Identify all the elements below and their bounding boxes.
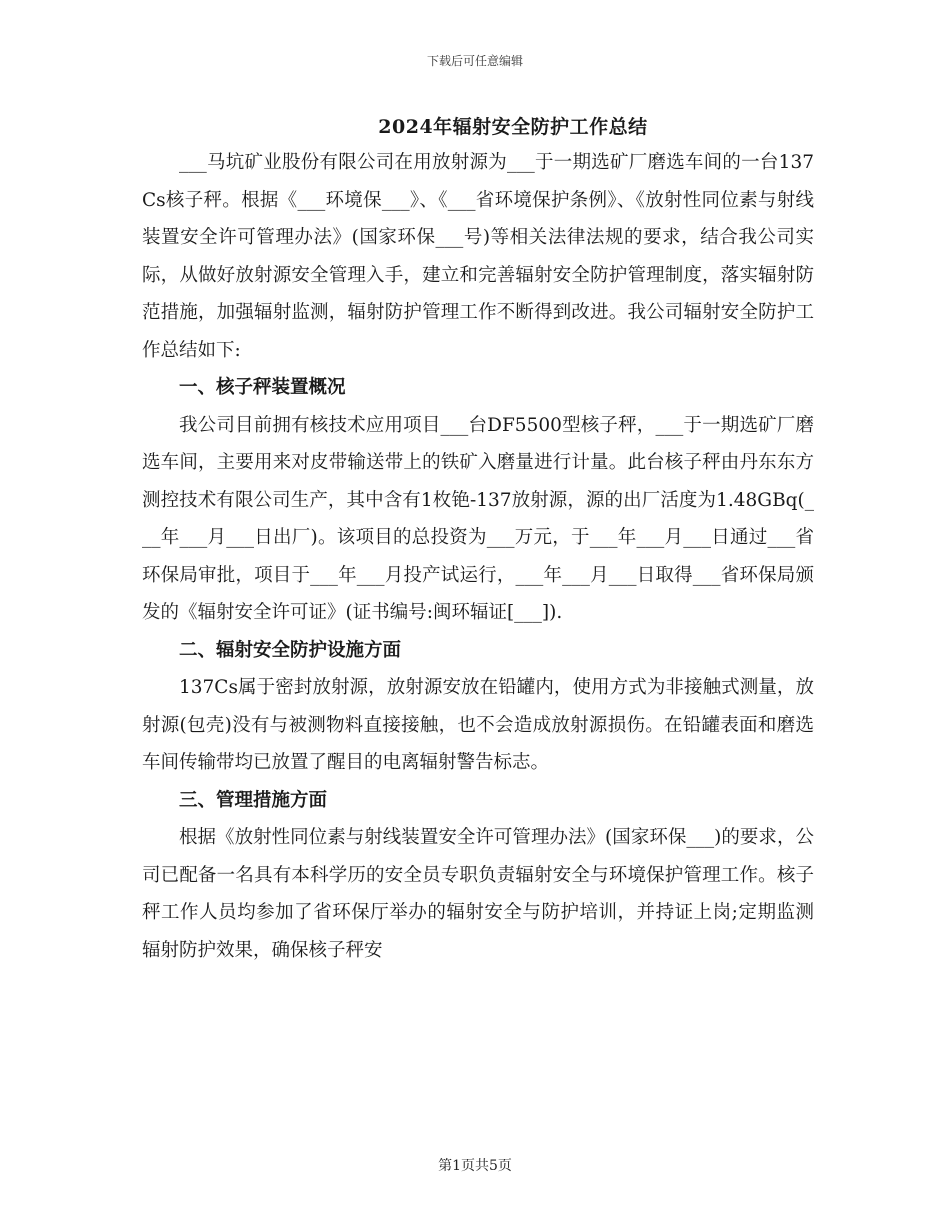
page-header-note: 下载后可任意编辑 [426, 54, 523, 68]
section-heading-facilities: 二、辐射安全防护设施方面 [179, 639, 402, 661]
intro-paragraph: ___马坑矿业股份有限公司在用放射源为___于一期选矿厂磨选车间的一台137Cs核子秤。根据《___环境保___》、《___省环境保护条例》、《放射性同位素与射线装置安全许可管理办法》(国家环保___号)等相关法律法规的要求，结合我公司实际，从做好放射源安全管理入手，建立和完善辐射安全防护管理制度，落实辐射防范措施，加强辐射监测，辐射防护管理工作不断得到改进。我公司辐射安全防护工作总结如下: [142, 152, 814, 361]
section-heading-overview: 一、核子秤装置概况 [179, 377, 346, 398]
section-body-overview: 我公司目前拥有核技术应用项目___台DF5500型核子秤，___于一期选矿厂磨选车间，主要用来对皮带输送带上的铁矿入磨量进行计量。此台核子秤由丹东东方测控技术有限公司生产，其中含有1枚铯-137放射源，源的出厂活度为1.48GBq(___年___月___日出厂)。该项目的总投资为___万元，于___年___月___日通过___省环保局审批，项目于___年___月投产试运行，___年___月___日取得___省环保局颁发的《辐射安全许可证》(证书编号:闽环辐证[___]). [142, 414, 814, 623]
document-body [142, 112, 814, 969]
section-body-facilities: 137Cs属于密封放射源，放射源安放在铅罐内，使用方式为非接触式测量，放射源(包壳)没有与被测物料直接接触，也不会造成放射源损伤。在铅罐表面和磨选车间传输带均已放置了醒目的电离辐射警告标志。 [142, 677, 814, 773]
page-number-footer: 第1页共5页 [438, 1158, 512, 1174]
section-body-management: 根据《放射性同位素与射线装置安全许可管理办法》(国家环保___)的要求，公司已配备一名具有本科学历的安全员专职负责辐射安全与环境保护管理工作。核子秤工作人员均参加了省环保厅举办的辐射安全与防护培训，并持证上岗;定期监测辐射防护效果，确保核子秤安 [142, 827, 814, 961]
document-title: 2024年辐射安全防护工作总结 [378, 116, 648, 138]
section-heading-management: 三、管理措施方面 [179, 789, 328, 811]
